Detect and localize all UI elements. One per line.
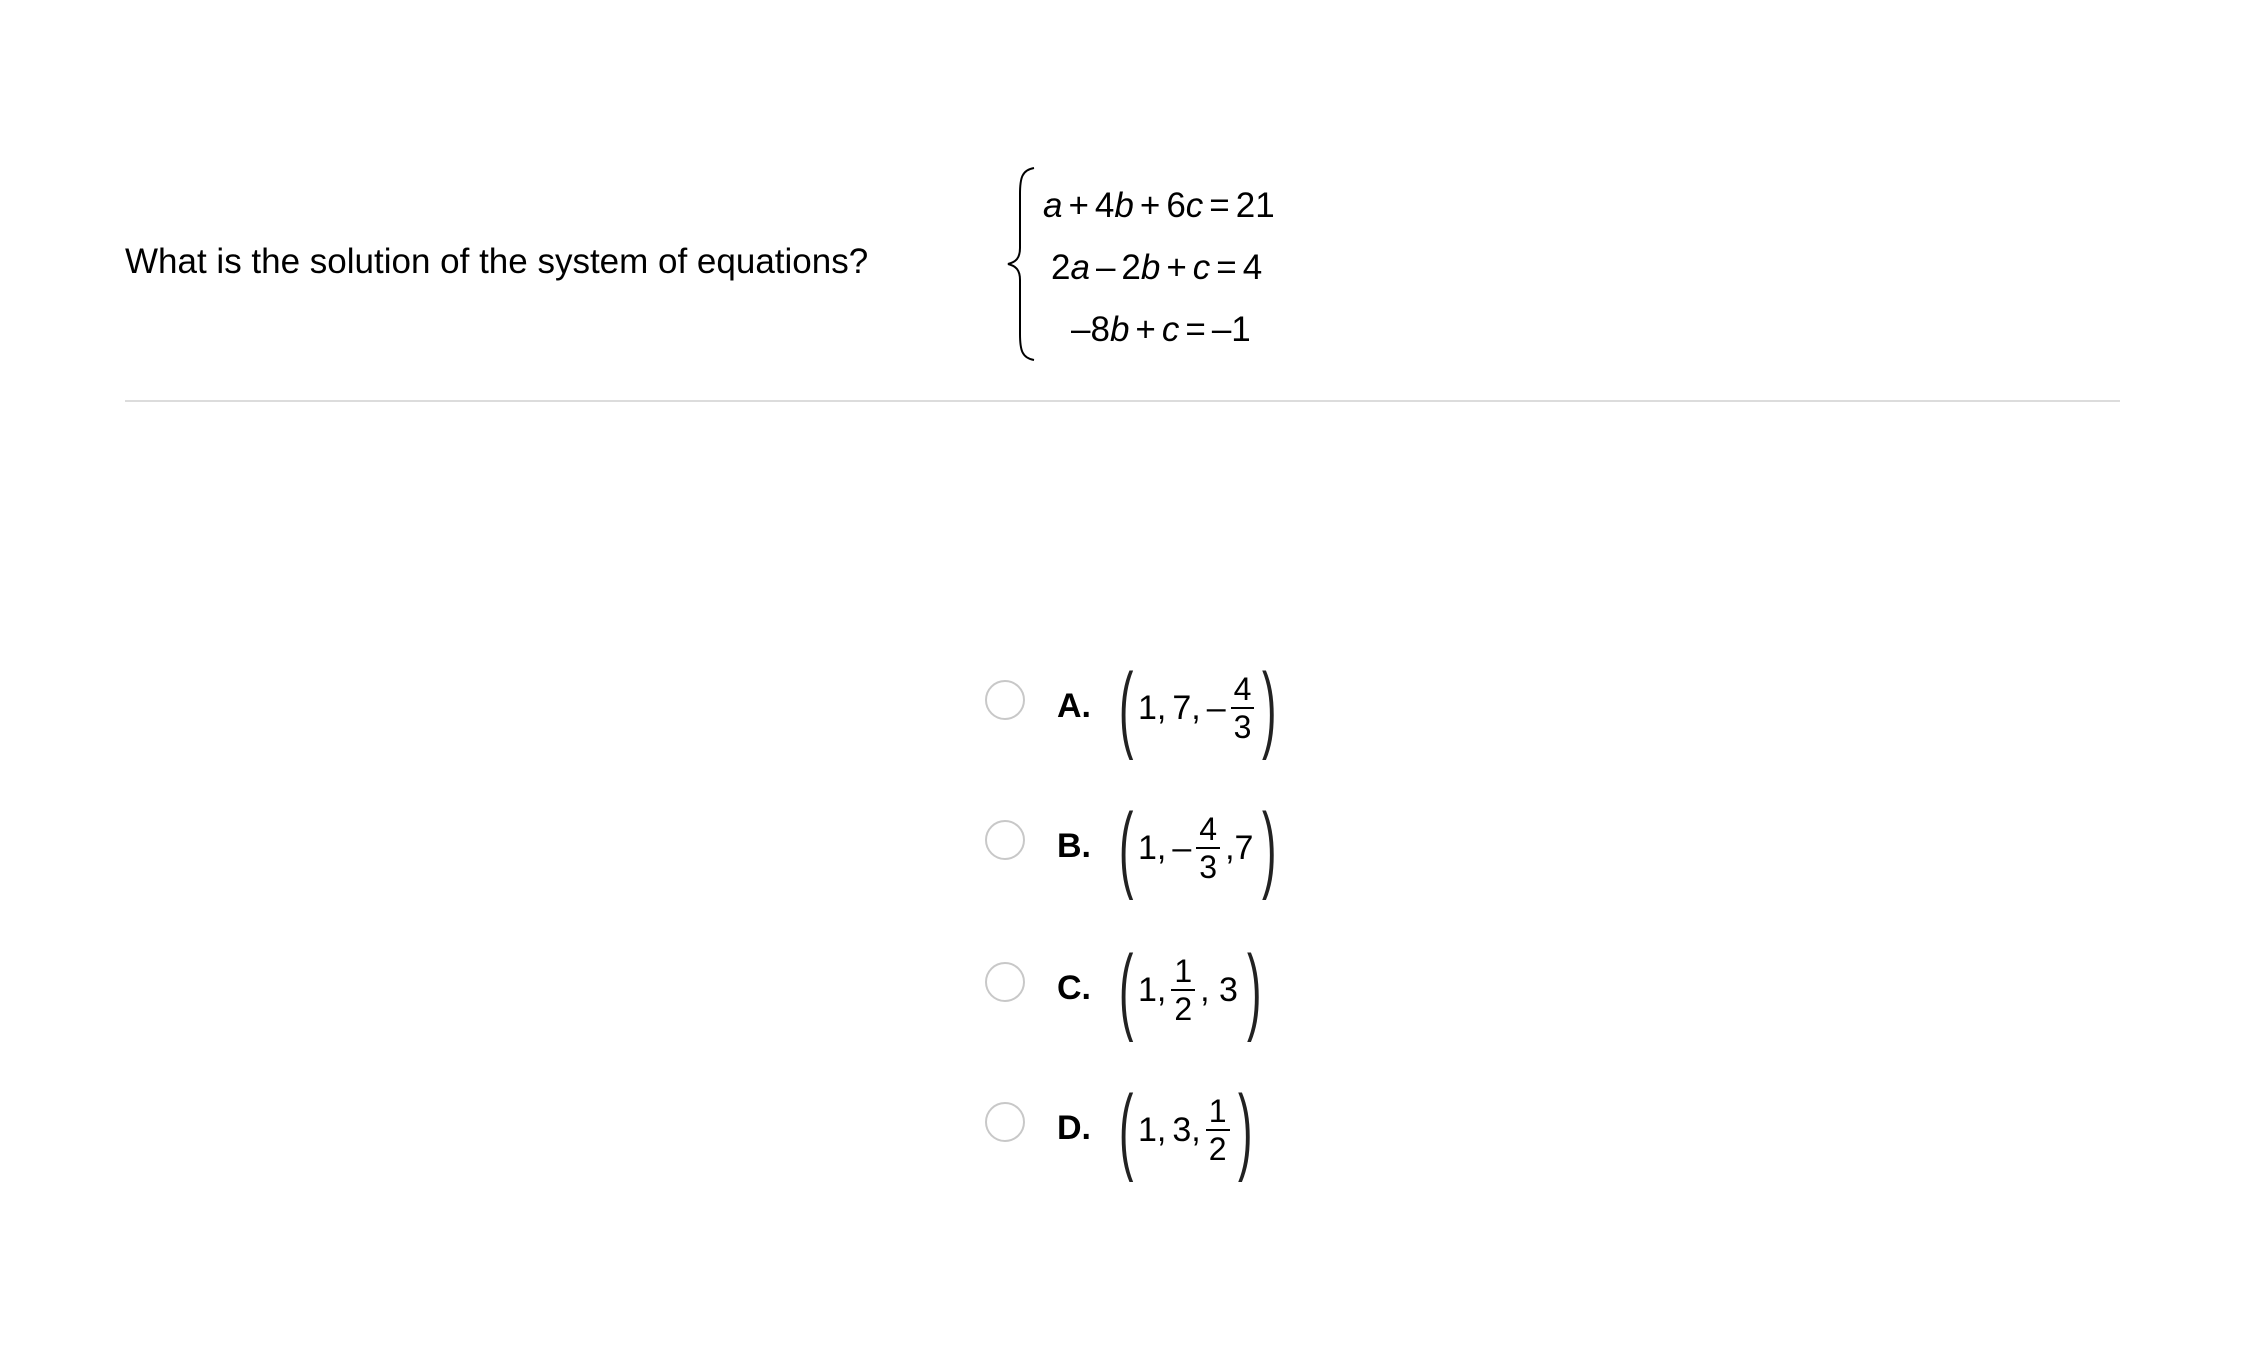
choice-c[interactable] [985, 936, 1485, 1043]
choice-c-frac-num: 1 [1171, 955, 1195, 991]
eq2-equals: = [1216, 248, 1237, 287]
eq1-equals: = [1209, 186, 1230, 225]
choice-d-frac-den: 2 [1208, 1131, 1227, 1167]
choice-d-frac-num: 1 [1206, 1095, 1230, 1131]
eq1-var-b: b [1114, 186, 1134, 225]
choice-a-second: 7, [1172, 688, 1201, 727]
left-paren-icon: ( [1119, 794, 1134, 901]
left-paren-icon: ( [1119, 1076, 1134, 1183]
eq1-rhs: 21 [1235, 186, 1275, 225]
eq2-term-2a: 2a [1051, 248, 1090, 287]
eq1-op-2: + [1139, 186, 1161, 225]
right-paren-icon: ) [1237, 1076, 1252, 1183]
choice-d-letter: D. [1057, 1109, 1091, 1147]
eq2-var-b: b [1140, 248, 1161, 287]
equation-2 [1051, 246, 1262, 290]
eq3-term-c: c [1161, 310, 1180, 349]
left-paren-icon: ( [1119, 654, 1134, 761]
equation-3 [1071, 308, 1251, 352]
eq1-term-a: a [1043, 186, 1063, 225]
eq2-rhs: 4 [1242, 248, 1263, 287]
eq1-term-6c: 6c [1166, 186, 1204, 225]
choice-b-answer [1113, 794, 1278, 901]
eq2-op-1: – [1095, 248, 1116, 287]
choice-d-radio[interactable] [985, 1102, 1025, 1142]
eq1-var-c: c [1185, 186, 1204, 225]
choice-d-second: 3, [1172, 1110, 1201, 1149]
equation-1 [1043, 184, 1275, 228]
choice-a-frac-den: 3 [1233, 709, 1252, 745]
eq3-rhs: –1 [1211, 310, 1251, 349]
choice-a-fraction [1231, 673, 1255, 743]
choice-b-frac-num: 4 [1196, 813, 1220, 849]
right-paren-icon: ) [1247, 936, 1262, 1043]
choice-d-answer [1113, 1076, 1254, 1183]
choice-a-letter: A. [1057, 687, 1091, 725]
eq2-var-a: a [1070, 248, 1090, 287]
choice-b-radio[interactable] [985, 820, 1025, 860]
choice-c-radio[interactable] [985, 962, 1025, 1002]
eq1-op-1: + [1068, 186, 1089, 225]
right-paren-icon: ) [1262, 794, 1277, 901]
eq3-term-8b: –8b [1071, 310, 1130, 349]
choice-a-sign: – [1206, 688, 1226, 727]
eq2-term-2b: 2b [1121, 248, 1161, 287]
choice-c-frac-den: 2 [1174, 991, 1193, 1027]
choice-b[interactable] [985, 794, 1485, 901]
choice-b-fraction [1196, 813, 1220, 883]
eq2-term-c: c [1192, 248, 1211, 287]
choice-c-fraction [1171, 955, 1195, 1025]
choice-c-after: , 3 [1200, 970, 1238, 1009]
choice-d-fraction [1206, 1095, 1230, 1165]
choice-c-answer [1113, 936, 1263, 1043]
choice-d[interactable] [985, 1076, 1485, 1183]
eq3-op-1: + [1135, 310, 1156, 349]
eq1-term-4b: 4b [1094, 186, 1134, 225]
system-brace-icon [1000, 164, 1040, 364]
question-divider [125, 400, 2120, 402]
choice-a-answer [1113, 654, 1278, 761]
choice-b-frac-den: 3 [1199, 849, 1218, 885]
eq3-var-b: b [1109, 310, 1130, 349]
eq2-op-2: + [1166, 248, 1187, 287]
choice-b-after: ,7 [1225, 828, 1254, 867]
choice-a-frac-num: 4 [1231, 673, 1255, 709]
choice-c-first: 1, [1138, 970, 1167, 1009]
choice-b-letter: B. [1057, 827, 1091, 865]
left-paren-icon: ( [1119, 936, 1134, 1043]
choice-b-sign: – [1172, 828, 1192, 867]
choice-b-first: 1, [1138, 828, 1167, 867]
choice-d-first: 1, [1138, 1110, 1167, 1149]
question-text: What is the solution of the system of equations? [125, 242, 869, 281]
choice-a[interactable] [985, 654, 1485, 761]
choice-c-letter: C. [1057, 969, 1091, 1007]
choice-a-first: 1, [1138, 688, 1167, 727]
eq3-equals: = [1185, 310, 1206, 349]
choice-a-radio[interactable] [985, 680, 1025, 720]
right-paren-icon: ) [1262, 654, 1277, 761]
